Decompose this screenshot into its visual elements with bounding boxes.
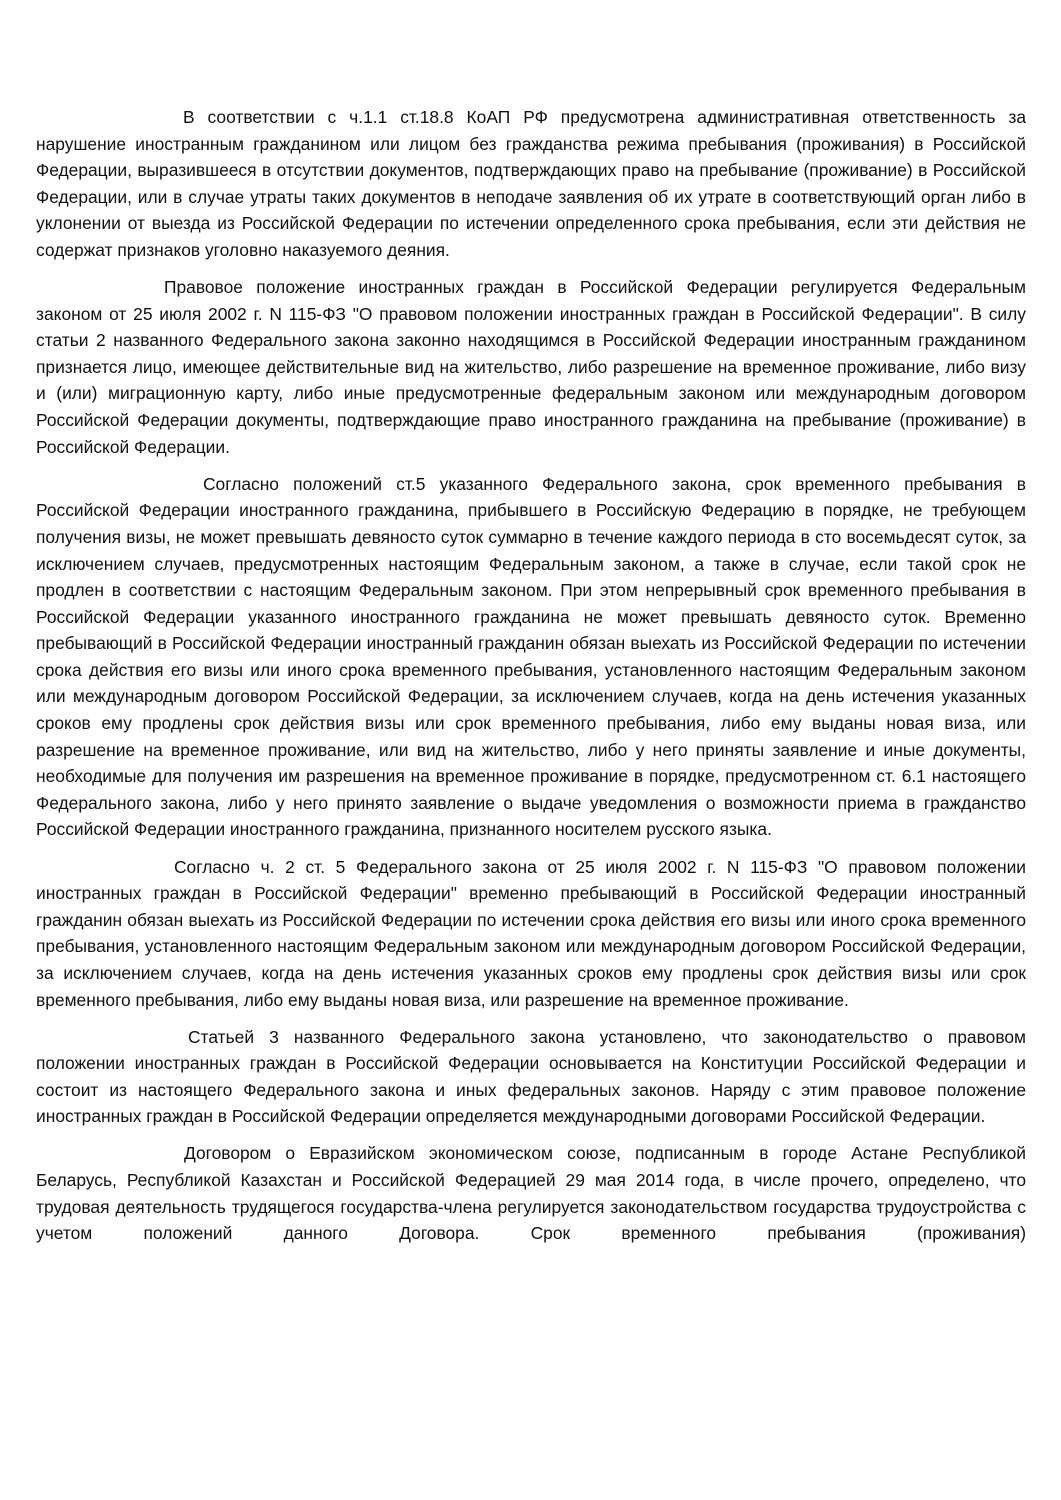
paragraph-legal-status: Правовое положение иностранных граждан в Российской Федерации регулируется Федеральным законом от 25 июля 2002 г. N 115-ФЗ "О правовом положении иностранных граждан в Российской Федерации". В силу статьи 2 названного Федерального закона законно находящимся в Российской Федерации иностранным гражданином признается лицо, имеющее действительные вид на жительство, либо разрешение на временное проживание, либо визу и (или) миграционную карту, либо иные предусмотренные федеральным законом или международным договором Российской Федерации документы, подтверждающие право иностранного гражданина на пребывание (проживание) в Российской Федерации. (36, 277, 1026, 457)
paragraph-article-5-part-2: Согласно ч. 2 ст. 5 Федерального закона от 25 июля 2002 г. N 115-ФЗ "О правовом положении иностранных граждан в Российской Федерации" временно пребывающий в Российской Федерации иностранный гражданин обязан выехать из Российской Федерации по истечении срока действия его визы или иного срока временного пребывания, установленного настоящим Федеральным законом или международным договором Российской Федерации, за исключением случаев, когда на день истечения указанных сроков ему продлены срок действия визы или срок временного пребывания, либо ему выданы новая виза, или разрешение на временное проживание. (36, 856, 1026, 1010)
paragraph-eaeu-treaty: Договором о Евразийском экономическом союзе, подписанным в городе Астане Республикой Беларусь, Республикой Казахстан и Российской Федерацией 29 мая 2014 года, в числе прочего, определено, что трудовая деятельность трудящегося государства-члена регулируется законодательством государства трудоустройства с учетом положений данного Договора. Срок временного пребывания (проживания) (36, 1143, 1026, 1244)
paragraph-koap-liability: В соответствии с ч.1.1 ст.18.8 КоАП РФ предусмотрена административная ответственность за нарушение иностранным гражданином или лицом без гражданства режима пребывания (проживания) в Российской Федерации, выразившееся в отсутствии документов, подтверждающих право на пребывание (проживание) в Российской Федерации, или в случае утраты таких документов в неподаче заявления об их утрате в соответствующий орган либо в уклонении от выезда из Российской Федерации по истечении определенного срока пребывания, если эти действия не содержат признаков уголовно наказуемого деяния. (36, 107, 1026, 260)
paragraph-article-5-stay-term: Согласно положений ст.5 указанного Федерального закона, срок временного пребывания в Российской Федерации иностранного гражданина, прибывшего в Российскую Федерацию в порядке, не требующем получения визы, не может превышать девяносто суток суммарно в течение каждого периода в сто восемьдесят суток, за исключением случаев, предусмотренных настоящим Федеральным законом, а также в случае, если такой срок не продлен в соответствии с настоящим Федеральным законом. При этом непрерывный срок временного пребывания в Российской Федерации указанного иностранного гражданина не может превышать девяносто суток. Временно пребывающий в Российской Федерации иностранный гражданин обязан выехать из Российской Федерации по истечении срока действия его визы или иного срока временного пребывания, установленного настоящим Федеральным законом или международным договором Российской Федерации, за исключением случаев, когда на день истечения указанных сроков ему продлены срок действия визы или срок временного пребывания, либо ему выданы новая виза, или разрешение на временное проживание, или вид на жительство, либо у него приняты заявление и иные документы, необходимые для получения им разрешения на временное проживание в порядке, предусмотренном ст. 6.1 настоящего Федерального закона, либо у него принято заявление о выдаче уведомления о возможности приема в гражданство Российской Федерации иностранного гражданина, признанного носителем русского языка. (36, 473, 1026, 840)
paragraph-article-3: Статьей 3 названного Федерального закона установлено, что законодательство о правовом положении иностранных граждан в Российской Федерации основывается на Конституции Российской Федерации и состоит из настоящего Федерального закона и иных федеральных законов. Наряду с этим правовое положение иностранных граждан в Российской Федерации определяется международными договорами Российской Федерации. (36, 1026, 1026, 1127)
document-page (36, 104, 1026, 1484)
